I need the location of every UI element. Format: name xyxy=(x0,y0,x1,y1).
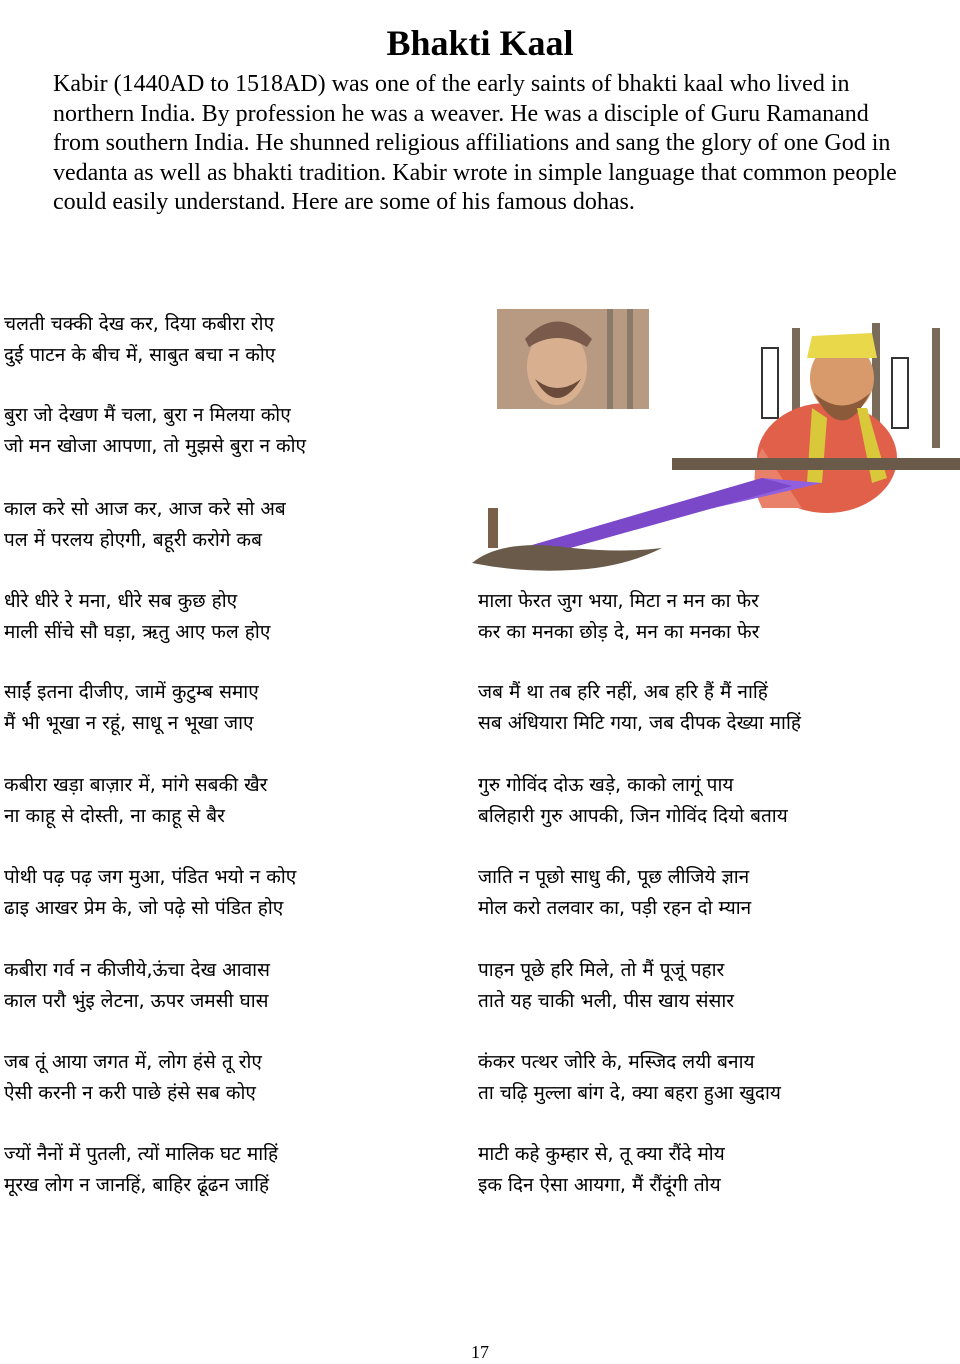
doha-line: चलती चक्की देख कर, दिया कबीरा रोए xyxy=(4,313,275,335)
doha-line: ढाइ आखर प्रेम के, जो पढ़े सो पंडित होए xyxy=(4,897,284,919)
doha-left-3 xyxy=(4,494,286,556)
doha-line: ऐसी करनी न करी पाछे हंसे सब कोए xyxy=(4,1082,256,1104)
doha-line: सब अंधियारा मिटि गया, जब दीपक देख्या माहिं xyxy=(478,712,801,734)
doha-right-5 xyxy=(478,955,734,1017)
doha-line: पल में परलय होएगी, बहूरी करोगे कब xyxy=(4,529,262,551)
doha-line: जब मैं था तब हरि नहीं, अब हरि हैं मैं नाहिं xyxy=(478,681,768,703)
doha-line: जाति न पूछो साधु की, पूछ लीजिये ज्ञान xyxy=(478,866,750,888)
doha-left-2 xyxy=(4,400,306,462)
doha-line: माटी कहे कुम्हार से, तू क्या रौंदे मोय xyxy=(478,1143,725,1165)
doha-line: इक दिन ऐसा आयगा, मैं रौंदूंगी तोय xyxy=(478,1174,721,1196)
doha-line: ताते यह चाकी भली, पीस खाय संसार xyxy=(478,990,735,1012)
doha-line: कबीरा खड़ा बाज़ार में, मांगे सबकी खैर xyxy=(4,774,268,796)
doha-line: मूरख लोग न जानहिं, बाहिर ढूंढन जाहिं xyxy=(4,1174,270,1196)
doha-line: जो मन खोजा आपणा, तो मुझसे बुरा न कोए xyxy=(4,435,307,457)
doha-line: पोथी पढ़ पढ़ जग मुआ, पंडित भयो न कोए xyxy=(4,866,297,888)
doha-left-10 xyxy=(4,1139,278,1201)
doha-right-6 xyxy=(478,1047,781,1109)
doha-right-1 xyxy=(478,586,759,648)
doha-line: मैं भी भूखा न रहूं, साधू न भूखा जाए xyxy=(4,712,254,734)
doha-left-9 xyxy=(4,1047,262,1109)
doha-left-5 xyxy=(4,677,259,739)
doha-line: बुरा जो देखण मैं चला, बुरा न मिलया कोए xyxy=(4,404,291,426)
doha-right-2 xyxy=(478,677,801,739)
doha-right-7 xyxy=(478,1139,725,1201)
doha-line: ता चढ़ि मुल्ला बांग दे, क्या बहरा हुआ खुदाय xyxy=(478,1082,781,1104)
doha-left-7 xyxy=(4,862,296,924)
doha-line: मोल करो तलवार का, पड़ी रहन दो म्यान xyxy=(478,897,752,919)
doha-left-6 xyxy=(4,770,267,832)
doha-line: माला फेरत जुग भया, मिटा न मन का फेर xyxy=(478,590,759,612)
doha-right-4 xyxy=(478,862,751,924)
doha-left-4 xyxy=(4,586,270,648)
doha-line: गुरु गोविंद दोऊ खड़े, काको लागूं पाय xyxy=(478,774,734,796)
doha-line: बलिहारी गुरु आपकी, जिन गोविंद दियो बताय xyxy=(478,805,788,827)
doha-line: कंकर पत्थर जोरि के, मस्जिद लयी बनाय xyxy=(478,1051,755,1073)
doha-line: ज्यों नैनों में पुतली, त्यों मालिक घट माहिं xyxy=(4,1143,279,1165)
doha-line: काल करे सो आज कर, आज करे सो अब xyxy=(4,498,286,520)
intro-paragraph: Kabir (1440AD to 1518AD) was one of the early saints of bhakti kaal who lived in northern India. By profession he was a weaver. He was a disciple of Guru Ramanand from southern India. He shunned religious affiliations and sang the glory of one God in vedanta as well as bhakti tradition. Kabir wrote in simple language that common people could easily understand. Here are some of his famous dohas. xyxy=(53,71,897,215)
doha-line: दुई पाटन के बीच में, साबुत बचा न कोए xyxy=(4,344,276,366)
doha-line: साईं इतना दीजीए, जामें कुटुम्ब समाए xyxy=(4,681,259,703)
doha-line: माली सींचे सौ घड़ा, ऋतु आए फल होए xyxy=(4,621,271,643)
doha-line: कबीरा गर्व न कीजीये,ऊंचा देख आवास xyxy=(4,959,270,981)
doha-right-3 xyxy=(478,770,788,832)
doha-line: पाहन पूछे हरि मिले, तो मैं पूजूं पहार xyxy=(478,959,725,981)
doha-left-1 xyxy=(4,309,275,371)
page-number: 17 xyxy=(471,1342,489,1362)
page-title: Bhakti Kaal xyxy=(386,23,574,64)
doha-line: धीरे धीरे रे मना, धीरे सब कुछ होए xyxy=(4,590,238,612)
kabir-portrait xyxy=(497,309,649,409)
doha-left-8 xyxy=(4,955,270,1017)
doha-line: कर का मनका छोड़ दे, मन का मनका फेर xyxy=(478,621,760,643)
doha-line: काल परौ भुंइ लेटना, ऊपर जमसी घास xyxy=(4,990,269,1012)
doha-line: जब तूं आया जगत में, लोग हंसे तू रोए xyxy=(4,1051,262,1073)
doha-line: ना काहू से दोस्ती, ना काहू से बैर xyxy=(4,805,225,827)
